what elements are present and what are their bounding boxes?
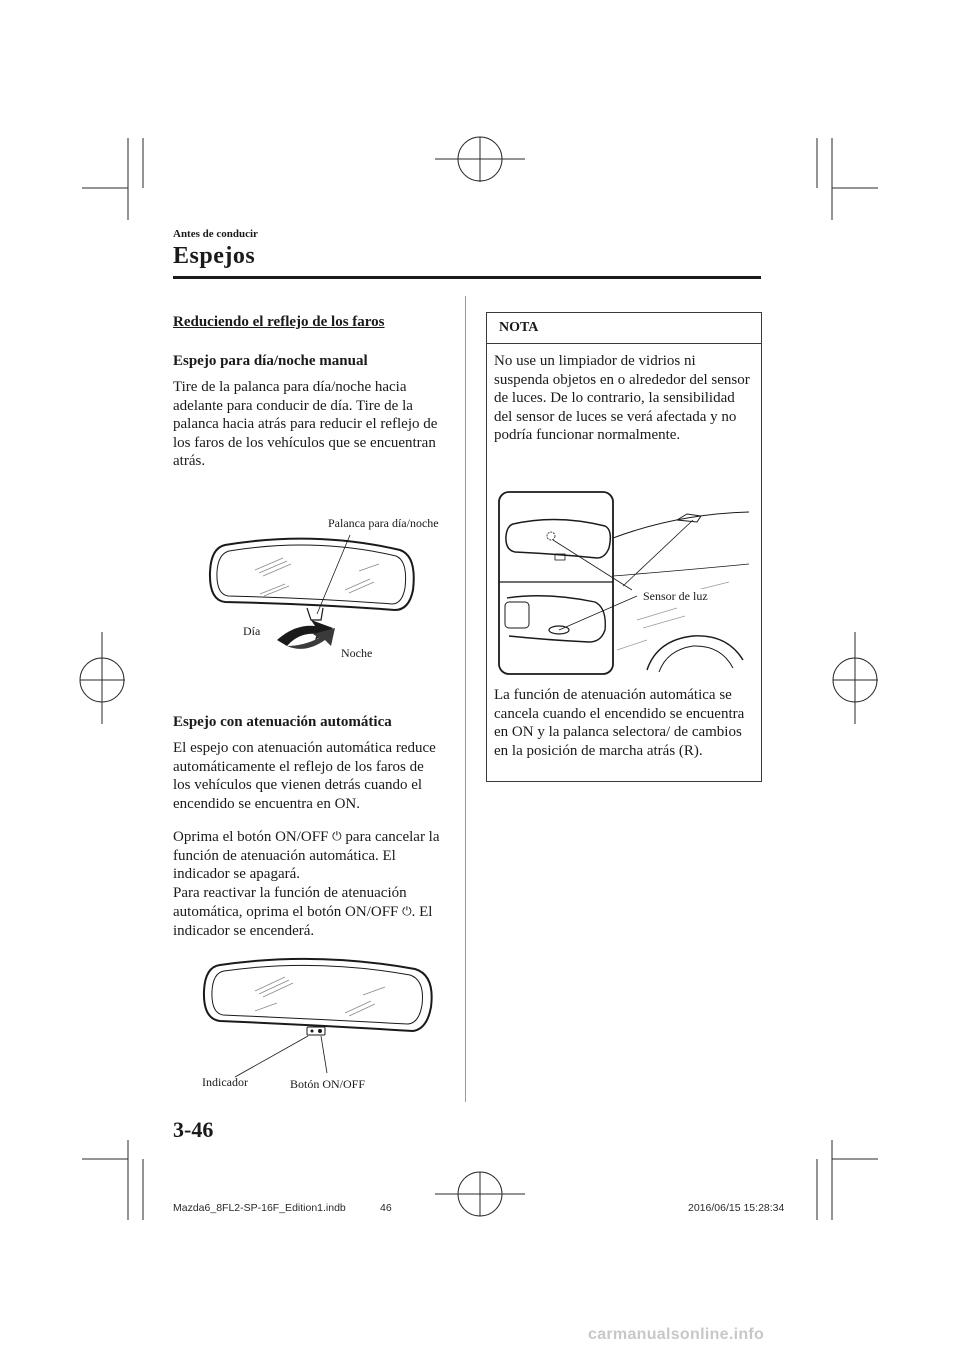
power-icon: ⏻: [332, 829, 342, 843]
auto-dimming-subheading: Espejo con atenuación automática: [173, 714, 392, 730]
light-sensor-figure: [497, 490, 752, 680]
light-sensor-label: Sensor de luz: [643, 589, 708, 603]
indicator-label: Indicador: [202, 1075, 248, 1089]
watermark: carmanualsonline.info: [588, 1326, 765, 1343]
manual-mirror-figure: [195, 510, 445, 670]
footer-file: Mazda6_8FL2-SP-16F_Edition1.indb: [173, 1202, 346, 1214]
note-label: NOTA: [499, 320, 539, 335]
footer-timestamp: 2016/06/15 15:28:34: [688, 1202, 785, 1214]
page-number: 3-46: [173, 1117, 214, 1142]
footer-file-page: 46: [380, 1202, 392, 1214]
instructions-part-a: Oprima el botón ON/OFF: [173, 829, 329, 845]
day-label: Día: [243, 624, 261, 638]
night-label: Noche: [341, 646, 373, 660]
instructions-part-c: Para reactivar la función de atenuación automática, oprima el botón ON/OFF: [173, 884, 407, 921]
title-rule: [173, 276, 761, 279]
section-heading: Reduciendo el reflejo de los faros: [173, 314, 385, 330]
auto-dimming-body: El espejo con atenuación automática reduce automáticamente el reflejo de los faros de los vehículos que vienen detrás cuando el encendido se encuentra en ON.: [173, 740, 436, 812]
page-title: Espejos: [173, 243, 256, 269]
auto-dimming-mirror-figure: [195, 955, 445, 1085]
note-body-2: La función de atenuación automática se cancela cuando el encendido se encuentra en ON y la palanca selectora/ de cambios en la posición de marcha atrás (R).: [494, 687, 745, 759]
instructions-part-b: para cancelar la función de atenuación automática. El indicador se apagará.: [173, 829, 440, 883]
manual-mirror-body: Tire de la palanca para día/noche hacia adelante para conducir de día. Tire de la palanca hacia atrás para reducir el reflejo de los faros de los vehículos que se encuentran atrás.: [173, 379, 438, 470]
power-icon: ⏻: [402, 904, 412, 919]
onoff-button-label: Botón ON/OFF: [290, 1077, 366, 1091]
instructions-part-d: . El indicador se encenderá.: [173, 904, 433, 939]
section-small-title: Antes de conducir: [173, 228, 258, 240]
column-divider: [465, 296, 466, 1102]
auto-dimming-instructions: [173, 827, 443, 941]
lever-label: Palanca para día/noche: [328, 516, 439, 530]
note-body-1: No use un limpiador de vidrios ni suspenda objetos en o alrededor del sensor de luces. De lo contrario, la sensibilidad del sensor de luces se verá afectada y no podría funcionar normalmente.: [494, 353, 750, 444]
note-rule: [486, 343, 761, 344]
manual-mirror-subheading: Espejo para día/noche manual: [173, 353, 368, 369]
